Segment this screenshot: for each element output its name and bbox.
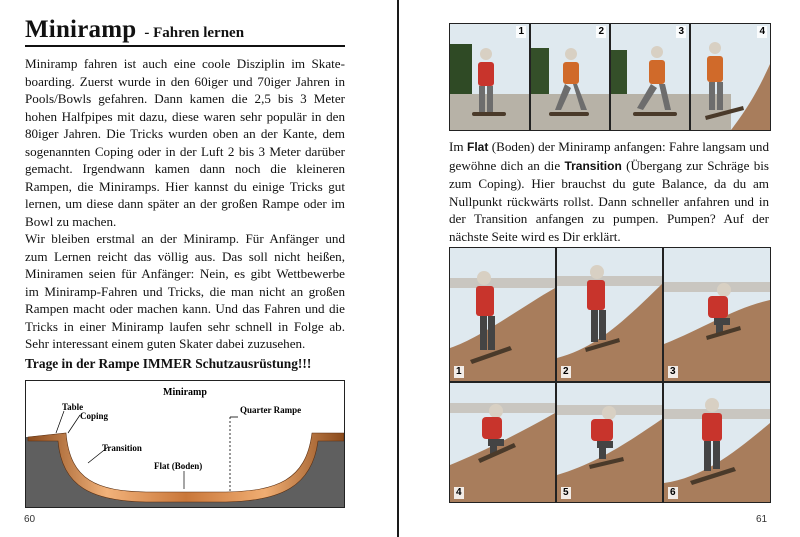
- page-heading: [25, 16, 345, 46]
- safety-note: Trage in der Rampe IMMER Schutzausrüstung!!!: [25, 356, 312, 371]
- intro-text: [25, 55, 345, 353]
- left-page: [0, 0, 396, 537]
- grid-photo: [556, 382, 663, 503]
- sequence-photo: [530, 23, 610, 131]
- page-subtitle: - Fahren lernen: [144, 25, 245, 41]
- photo-number: 2: [563, 366, 569, 377]
- ramp-photo-4: [450, 383, 555, 502]
- sequence-photo: [449, 23, 530, 131]
- label-table: Table: [62, 402, 84, 412]
- skater-photo-4: [691, 24, 770, 130]
- photo-number: 5: [563, 487, 569, 498]
- grid-photo: [663, 382, 771, 503]
- page-number-right: 61: [756, 514, 768, 525]
- skater-photo-3: [611, 24, 689, 130]
- ramp-photo-3: [664, 248, 770, 381]
- page-number-left: 60: [24, 514, 36, 525]
- coping-pointer: [68, 415, 80, 433]
- ramp-photo-2: [557, 248, 662, 381]
- ramp-photo-1: [450, 248, 555, 381]
- paragraph: [449, 138, 769, 245]
- photo-number: 1: [518, 26, 524, 37]
- label-transition: Transition: [102, 443, 142, 453]
- miniramp-diagram: [25, 380, 345, 508]
- label-coping: Coping: [80, 411, 109, 421]
- photo-number: 1: [456, 366, 462, 377]
- label-quarter: Quarter Rampe: [240, 405, 302, 415]
- instruction-text: [449, 138, 769, 245]
- page-title: Miniramp: [25, 16, 137, 43]
- grid-photo: [449, 247, 556, 382]
- title-underline: [25, 45, 345, 47]
- ramp-photo-6: [664, 383, 770, 502]
- photo-number: 4: [456, 487, 462, 498]
- text-part: (Übergang zur Schräge bis zum Coping). Hier brauchst du gute Balance, da du am Nullpunkt rückwärts rollst. Dann schneller anfahren und in der Transition anfangen zu pumpen. Pumpen? Auf der nächste Seite wird es Dir erklärt.: [449, 157, 769, 244]
- photo-number: 3: [670, 366, 676, 377]
- term-flat: Flat: [466, 140, 489, 154]
- paragraph: Miniramp fahren ist auch eine coole Disziplin im Skateboarding. Zuerst wurde in den 60iger und 70iger Jahren in Pools/Bowls gefahren. Dann kamen die 2,5 bis 3 Meter hohen Halfpipes mit dazu, diese waren sehr populär in den 80iger Jahren. Die Tricks wurden oben an der Kante, dem sogenannten Coping oder in der Luft 2 bis 3 Meter darüber gemacht. Irgendwann kamen dann noch die kleineren Rampen, die Miniramps. Hier kannst du einige Tricks gut lernen, um diese dann später an der großen Rampe oder im Bowl zu machen.: [25, 56, 345, 229]
- ramp-photo-5: [557, 383, 662, 502]
- grid-photo: [556, 247, 663, 382]
- photo-number: 3: [678, 26, 684, 37]
- skater-photo-1: [450, 24, 529, 130]
- photo-number: 4: [759, 26, 765, 37]
- grid-photo: [663, 247, 771, 382]
- sequence-photo: [610, 23, 690, 131]
- gutter-line: [397, 0, 399, 537]
- paragraph: Wir bleiben erstmal an der Miniramp. Für Anfänger und zum Lernen reicht das völlig aus. Das soll nicht heißen, Miniramen seien für Anfänger: Nein, es gibt Wettbewerbe im Miniramp-Fahren und Tricks, die man nicht an großen Rampen macht oder machen kann. Und das Fahren und die Tricks in einer Miniramp laufen sehr schnell in Folge ab. Sehr interessant einem guten Skater dabei zuzusehen.: [25, 231, 345, 351]
- text-part: (Boden) der Miniramp anfangen: Fahre langsam und gewöhne dich an die: [449, 139, 769, 173]
- table-pointer: [56, 411, 64, 433]
- grid-photo: [449, 382, 556, 503]
- term-transition: Transition: [564, 158, 622, 173]
- diagram-title: Miniramp: [163, 387, 207, 398]
- label-flat: Flat (Boden): [154, 461, 203, 471]
- photo-number: 6: [670, 487, 676, 498]
- text-part: Im: [449, 139, 467, 154]
- photo-number: 2: [598, 26, 604, 37]
- miniramp-diagram-svg: [26, 381, 344, 507]
- skater-photo-2: [531, 24, 609, 130]
- sequence-photo: [690, 23, 771, 131]
